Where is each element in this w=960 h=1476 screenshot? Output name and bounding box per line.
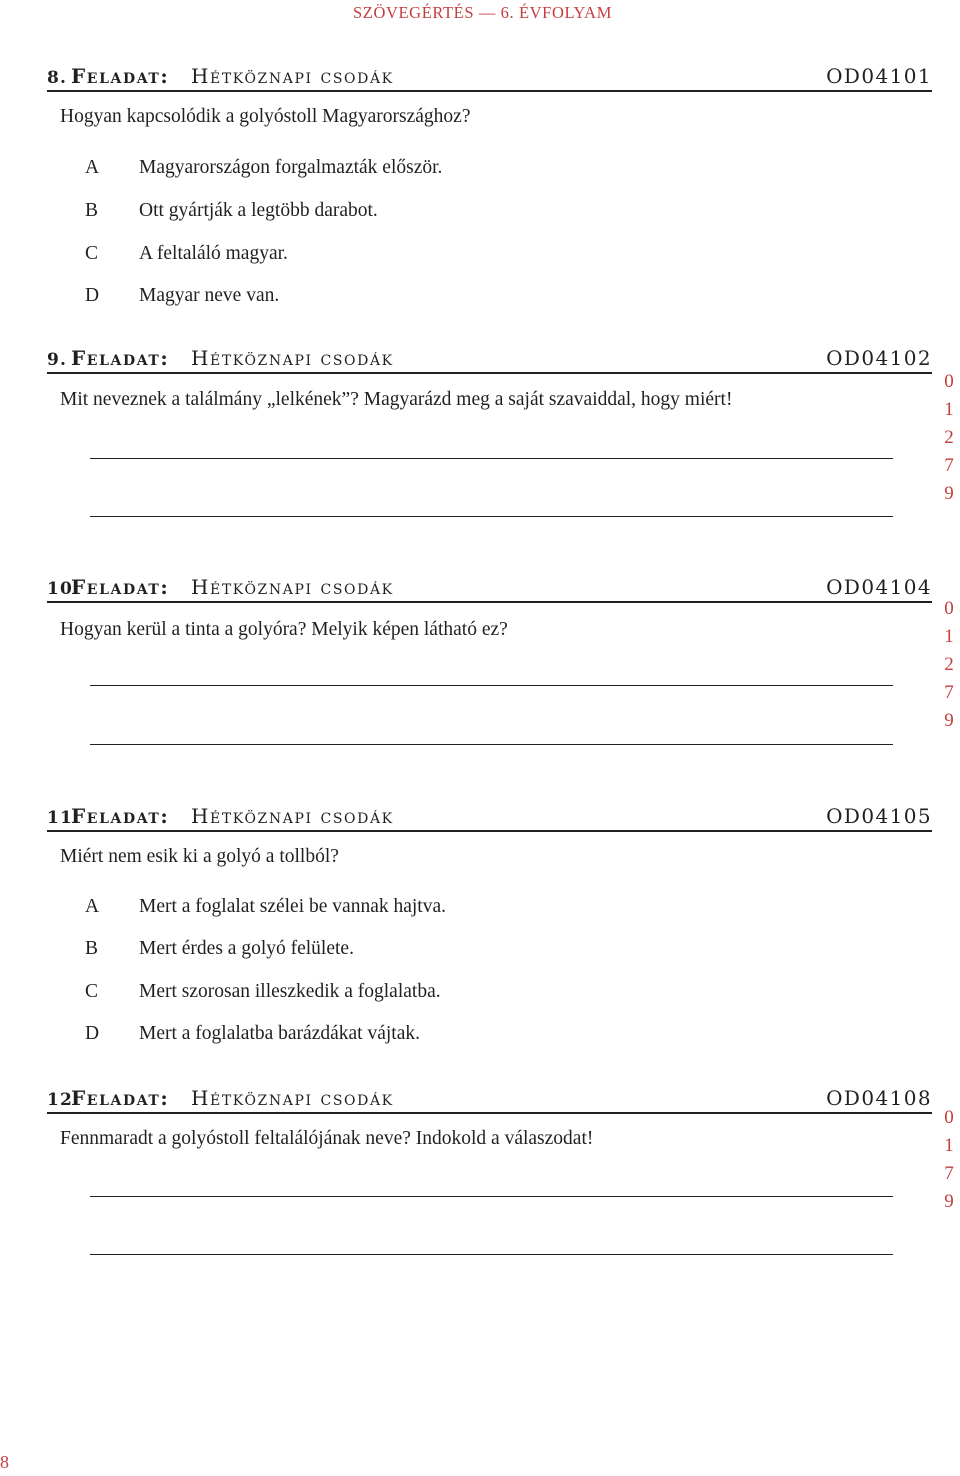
option-letter: C bbox=[85, 981, 99, 1002]
task-code: OD04101 bbox=[826, 64, 932, 88]
question-text: Miért nem esik ki a golyó a tollból? bbox=[60, 846, 339, 867]
option-letter: A bbox=[85, 157, 100, 178]
page-number: 8 bbox=[0, 1452, 9, 1472]
task-code: OD04104 bbox=[826, 575, 932, 599]
task-label: Feladat: bbox=[71, 804, 170, 828]
score-code: 7 bbox=[944, 1163, 954, 1184]
scoring-codes bbox=[938, 595, 960, 735]
task-header bbox=[47, 344, 932, 374]
option-text: A feltaláló magyar. bbox=[139, 243, 288, 264]
task-label: Feladat: bbox=[71, 1086, 170, 1110]
option-text: Magyar neve van. bbox=[139, 285, 280, 306]
task-topic: Hétköznapi csodák bbox=[191, 346, 394, 370]
scoring-codes bbox=[938, 1104, 960, 1216]
option-letter: D bbox=[85, 1023, 100, 1044]
score-code: 7 bbox=[944, 455, 954, 476]
score-code: 2 bbox=[944, 654, 954, 675]
task-header bbox=[47, 62, 932, 92]
task-number: 9. bbox=[47, 350, 68, 370]
score-code: 0 bbox=[944, 1107, 954, 1128]
score-code: 9 bbox=[944, 1191, 954, 1212]
score-code: 0 bbox=[944, 598, 954, 619]
task-header bbox=[47, 1084, 932, 1114]
task-label: Feladat: bbox=[71, 64, 170, 88]
score-code: 9 bbox=[944, 483, 954, 504]
option-letter: B bbox=[85, 200, 99, 221]
answer-line[interactable] bbox=[90, 1254, 893, 1255]
score-code: 1 bbox=[944, 1135, 954, 1156]
scoring-codes bbox=[938, 368, 960, 508]
task-label: Feladat: bbox=[71, 346, 170, 370]
option-text: Mert a foglalat szélei be vannak hajtva. bbox=[139, 896, 446, 917]
task-topic: Hétköznapi csodák bbox=[191, 804, 394, 828]
task-8 bbox=[47, 62, 932, 306]
score-code: 2 bbox=[944, 427, 954, 448]
task-code: OD04108 bbox=[826, 1086, 932, 1110]
score-code: 1 bbox=[944, 626, 954, 647]
score-code: 7 bbox=[944, 682, 954, 703]
task-topic: Hétköznapi csodák bbox=[191, 575, 394, 599]
task-number: 8. bbox=[47, 68, 68, 88]
option-text: Ott gyártják a legtöbb darabot. bbox=[139, 200, 378, 221]
task-header bbox=[47, 573, 932, 603]
task-number: 11. bbox=[47, 808, 81, 828]
answer-line[interactable] bbox=[90, 516, 893, 517]
question-text: Hogyan kerül a tinta a golyóra? Melyik képen látható ez? bbox=[60, 619, 508, 640]
task-code: OD04102 bbox=[826, 346, 932, 370]
task-label: Feladat: bbox=[71, 575, 170, 599]
option-letter: A bbox=[85, 896, 100, 917]
option-text: Magyarországon forgalmazták először. bbox=[139, 157, 443, 178]
task-topic: Hétköznapi csodák bbox=[191, 64, 394, 88]
answer-line[interactable] bbox=[90, 1196, 893, 1197]
task-12 bbox=[47, 1084, 932, 1149]
task-number: 10. bbox=[47, 579, 81, 599]
task-header bbox=[47, 802, 932, 832]
question-text: Mit neveznek a találmány „lelkének”? Magyarázd meg a saját szavaiddal, hogy miért! bbox=[60, 389, 733, 410]
answer-line[interactable] bbox=[90, 458, 893, 459]
option-text: Mert érdes a golyó felülete. bbox=[139, 938, 354, 959]
task-11 bbox=[47, 802, 932, 1044]
task-9 bbox=[47, 344, 932, 410]
option-letter: C bbox=[85, 243, 99, 264]
question-text: Hogyan kapcsolódik a golyóstoll Magyarországhoz? bbox=[60, 106, 471, 127]
question-text: Fennmaradt a golyóstoll feltalálójának neve? Indokold a válaszodat! bbox=[60, 1128, 594, 1149]
score-code: 0 bbox=[944, 371, 954, 392]
task-number: 12. bbox=[47, 1090, 81, 1110]
running-head: SZÖVEGÉRTÉS — 6. ÉVFOLYAM bbox=[353, 3, 612, 22]
score-code: 1 bbox=[944, 399, 954, 420]
task-10 bbox=[47, 573, 932, 640]
option-text: Mert szorosan illeszkedik a foglalatba. bbox=[139, 981, 441, 1002]
option-text: Mert a foglalatba barázdákat vájtak. bbox=[139, 1023, 420, 1044]
option-letter: D bbox=[85, 285, 100, 306]
task-code: OD04105 bbox=[826, 804, 932, 828]
answer-line[interactable] bbox=[90, 685, 893, 686]
option-letter: B bbox=[85, 938, 99, 959]
score-code: 9 bbox=[944, 710, 954, 731]
answer-line[interactable] bbox=[90, 744, 893, 745]
task-topic: Hétköznapi csodák bbox=[191, 1086, 394, 1110]
